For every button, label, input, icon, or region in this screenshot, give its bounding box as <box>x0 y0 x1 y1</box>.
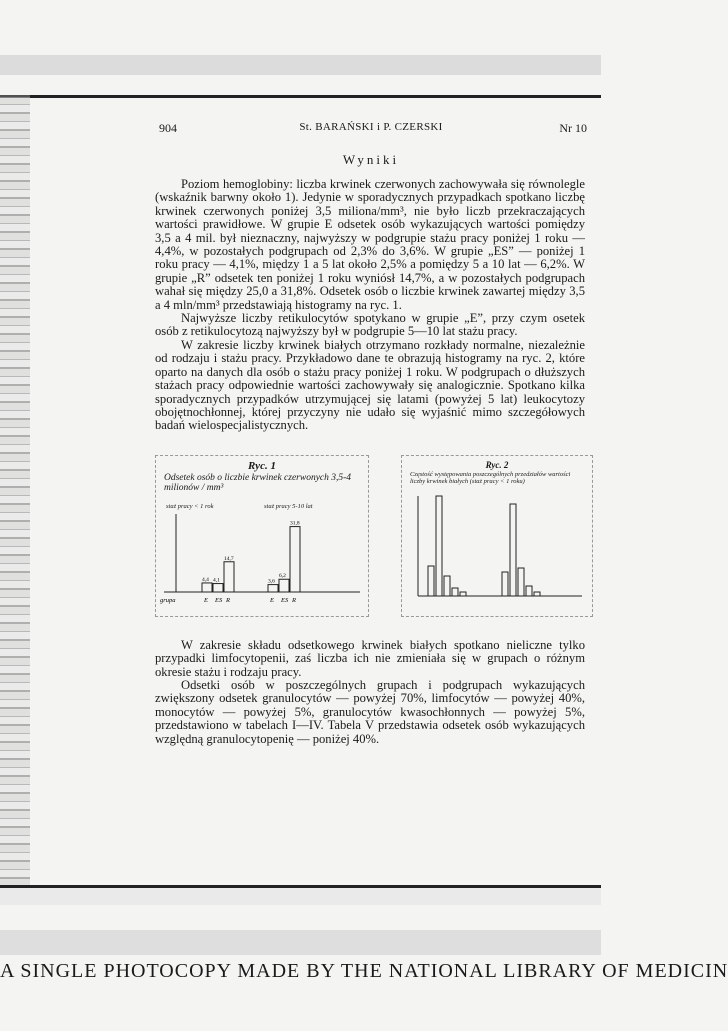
paragraph: Poziom hemoglobiny: liczba krwinek czerwonych zachowywała się równolegle (wskaźnik barwny około 1). Jedynie w sporadycznych przypadkach spotkano liczbę krwinek czerwonych poniżej 3,5 miliona/mm³, nie było liczb przekraczających wartości prawidłowe. W grupie E odsetek osób wykazujących wartości pomiędzy 3,5 a 4 mil. był nieznaczny, najwyższy w podgrupie stażu pracy poniżej 1 roku — 4,4%, w pozostałych podgrupach od 2,3% do 3,6%. W grupie „ES” — poniżej 1 roku pracy — 4,1%, między 1 a 5 lat około 2,5% a pomiędzy 5 a 10 lat — 6,2%. W grupie „R” odsetek ten poniżej 1 roku wyniósł 14,7%, a w pozostałych podgrupach wahał się między 25,0 a 31,8%. Odsetek osób o liczbie krwinek zawartej między 3,5 a 4 mln/mm³ przedstawiają histogramy na ryc. 1. <box>155 177 585 312</box>
bottom-border-rule <box>0 885 601 888</box>
bar-value-label: 6,2 <box>279 572 286 579</box>
figure-2-histogram <box>402 456 592 616</box>
library-banner: A SINGLE PHOTOCOPY MADE BY THE NATIONAL LIBRARY OF MEDICIN <box>0 960 728 982</box>
bar <box>202 583 212 592</box>
figure-2-caption: Częstość występowania poszczególnych przedziałów wartości liczby krwinek białych (staż pracy < 1 roku) <box>410 470 571 485</box>
group-label: E <box>270 596 274 604</box>
scan-noise-top <box>0 0 601 95</box>
figure-1-caption: Odsetek osób o liczbie krwinek czerwonych 3,5-4 milionów / mm³ <box>164 472 352 493</box>
bar <box>279 579 289 592</box>
top-border-rule <box>0 95 601 98</box>
figure-1-histogram <box>156 456 368 616</box>
axis-label: grupa <box>160 596 176 604</box>
issue-number: Nr 10 <box>559 121 587 135</box>
group-label: R <box>292 596 296 604</box>
bar-value-label: 4,4 <box>202 576 209 583</box>
bar <box>290 526 300 591</box>
section-title: Wyniki <box>342 152 400 167</box>
paragraph: Odsetki osób w poszczególnych grupach i podgrupach wykazujących zwiększony odsetek granulocytów — powyżej 70%, limfocytów — powyżej 40%, monocytów — powyżej 5%, granulocytów kwasochłonnych — powyżej 5%, przedstawiono w tabelach I—IV. Tabela V przedstawia odsetek osób wykazujących względną granulocytopenię — poniżej 40%. <box>155 677 585 746</box>
bar-value-label: 3,6 <box>268 578 275 585</box>
figure-2 <box>401 455 593 617</box>
scan-edge-left <box>0 95 30 885</box>
bar-value-label: 14,7 <box>224 555 234 562</box>
journal-page <box>155 118 587 746</box>
paragraph: Najwyższe liczby retikulocytów spotykano w grupie „E”, przy czym osetek osób z retikulocytozą najwyższy był w podgrupie 5—10 lat stażu pracy. <box>155 311 585 339</box>
bar <box>213 583 223 591</box>
bar <box>224 561 234 591</box>
figure-1-sub-right: staż pracy 5-10 lat <box>264 502 313 510</box>
figure-1 <box>155 455 369 617</box>
page-number: 904 <box>159 121 177 135</box>
running-title: St. BARAŃSKI i P. CZERSKI <box>299 121 443 133</box>
bar-value-label: 4,1 <box>213 577 220 584</box>
body-text-top <box>155 178 585 433</box>
body-text-bottom <box>155 639 585 746</box>
figure-1-sub-left: staż pracy < 1 rok <box>166 502 214 510</box>
bar <box>268 584 278 591</box>
running-header <box>155 118 587 136</box>
scan-noise-bottom <box>0 885 601 955</box>
bar-value-label: 31,8 <box>290 520 300 527</box>
figure-2-title: Ryc. 2 <box>485 459 509 470</box>
paragraph: W zakresie składu odsetkowego krwinek białych spotkano nieliczne tylko przypadki limfocytopenii, zaś liczba ich nie zmieniała się w grupach o różnym okresie stażu i rodzaju pracy. <box>155 637 585 679</box>
group-label: R <box>226 596 230 604</box>
group-label: ES <box>215 596 223 604</box>
paragraph: W zakresie liczby krwinek białych otrzymano rozkłady normalne, niezależnie od rodzaju i stażu pracy. Przykładowo dane te obrazują histogramy na ryc. 2, które oparto na danych dla osób o stażu pracy poniżej 1 roku. W podgrupach o dłuższych stażach pracy odpowiednie wartości zachowywały się analogicznie. Spotkano kilka sporadycznych przypadków utrzymującej się latami (powyżej 5 lat) leukocytozy obojętnochłonnej, której przyczyny nie udało się wyjaśnić mimo szczegółowych badań wielospecjalistycznych. <box>155 337 585 433</box>
group-label: E <box>204 596 208 604</box>
group-label: ES <box>281 596 289 604</box>
figure-1-title: Ryc. 1 <box>248 459 276 472</box>
figures-row <box>155 455 587 627</box>
